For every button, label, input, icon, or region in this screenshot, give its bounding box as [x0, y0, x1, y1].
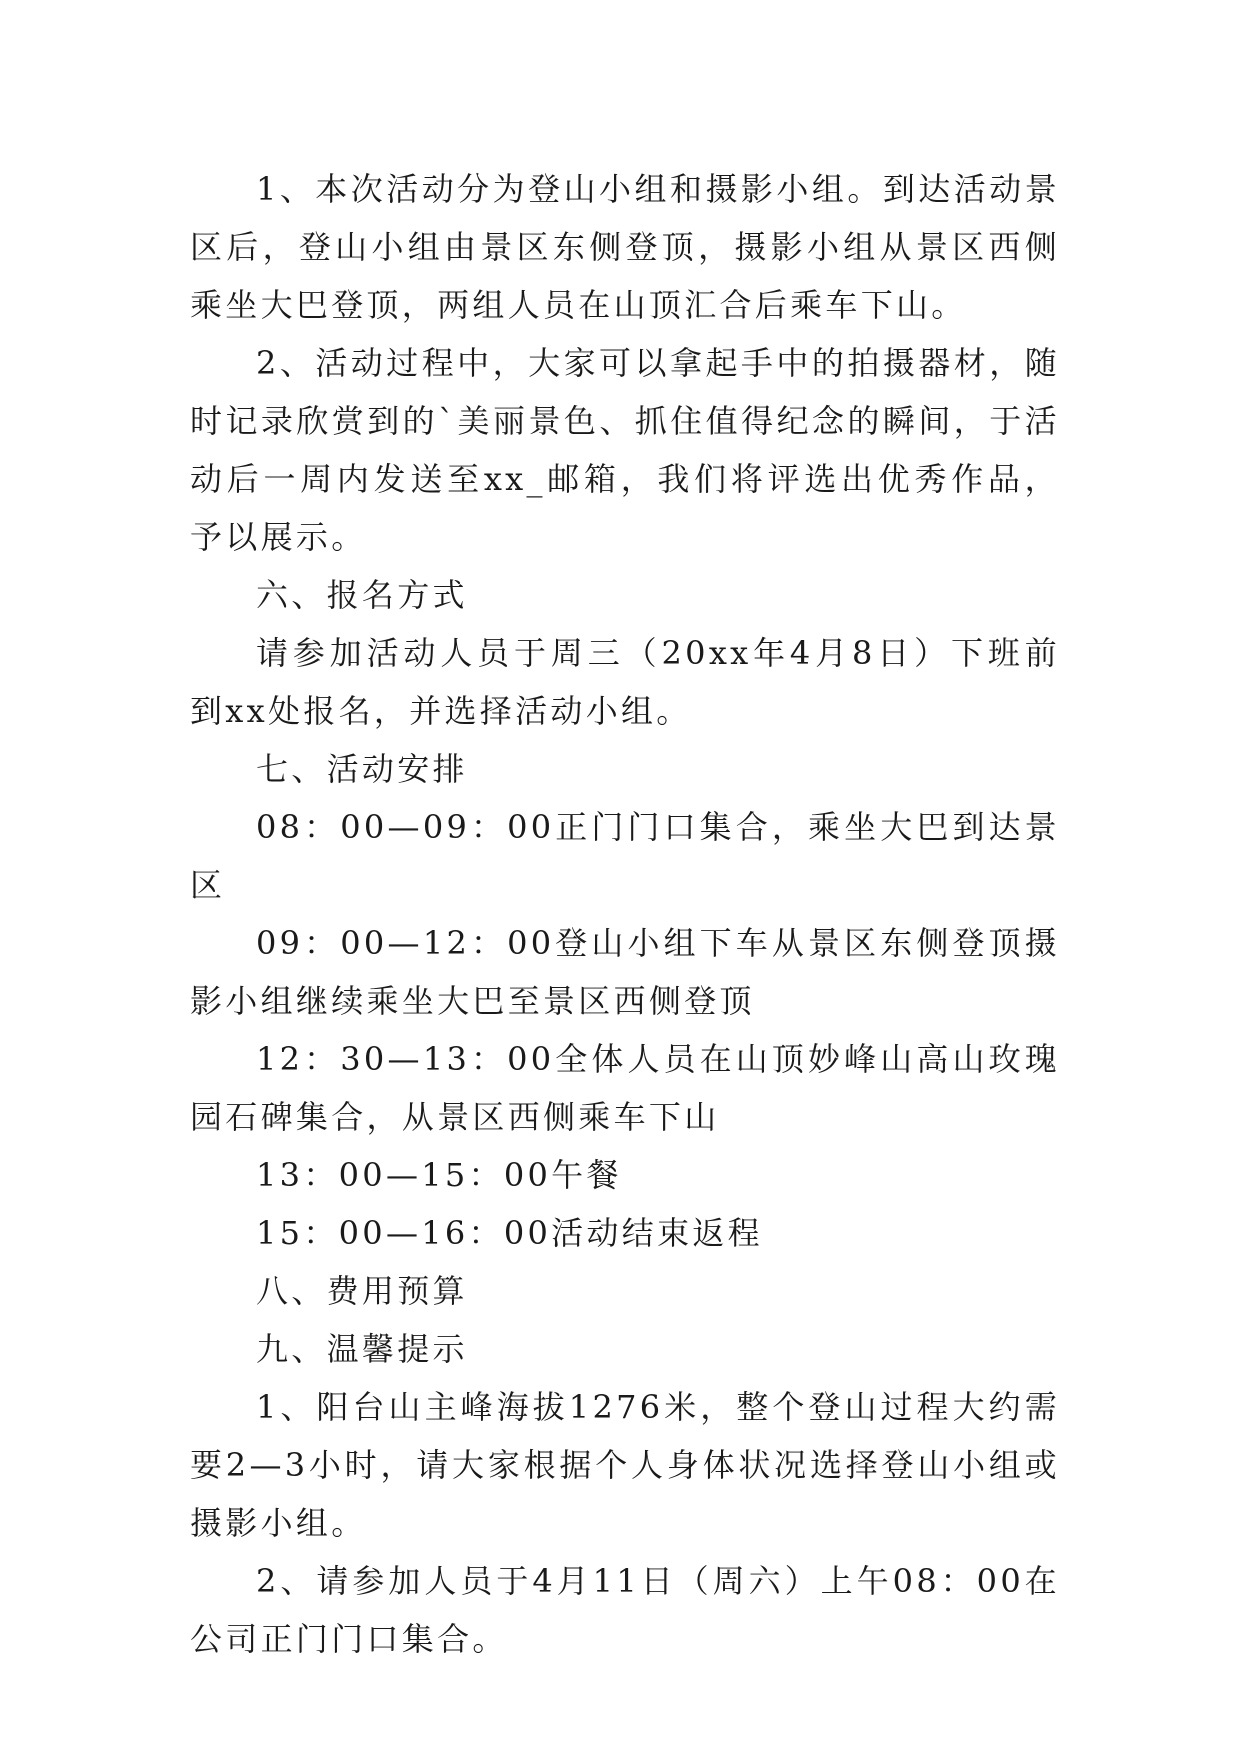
schedule-item-3: 12：30—13：00全体人员在山顶妙峰山高山玫瑰园石碑集合，从景区西侧乘车下山 [190, 1040, 1060, 1136]
schedule-item-1: 08：00—09：00正门门口集合，乘坐大巴到达景区 [190, 808, 1060, 904]
tip-item-2: 2、请参加人员于4月11日（周六）上午08：00在公司正门门口集合。 [190, 1562, 1060, 1658]
document-page [190, 160, 1060, 1668]
schedule-item-4: 13：00—15：00午餐 [256, 1156, 622, 1194]
paragraph-photo-submission: 2、活动过程中，大家可以拿起手中的拍摄器材，随时记录欣赏到的`美丽景色、抓住值得纪念的瞬间，于活动后一周内发送至xx_邮箱，我们将评选出优秀作品，予以展示。 [190, 344, 1060, 556]
heading-schedule: 七、活动安排 [256, 750, 468, 788]
tip-item-1: 1、阳台山主峰海拔1276米，整个登山过程大约需要2—3小时，请大家根据个人身体状况选择登山小组或摄影小组。 [190, 1388, 1060, 1542]
paragraph-activity-groups: 1、本次活动分为登山小组和摄影小组。到达活动景区后，登山小组由景区东侧登顶，摄影小组从景区西侧乘坐大巴登顶，两组人员在山顶汇合后乘车下山。 [190, 170, 1060, 324]
schedule-item-2: 09：00—12：00登山小组下车从景区东侧登顶摄影小组继续乘坐大巴至景区西侧登顶 [190, 924, 1060, 1020]
heading-budget: 八、费用预算 [256, 1272, 468, 1310]
schedule-item-5: 15：00—16：00活动结束返程 [256, 1214, 763, 1252]
heading-tips: 九、温馨提示 [256, 1330, 468, 1368]
paragraph-registration: 请参加活动人员于周三（20xx年4月8日）下班前到xx处报名，并选择活动小组。 [190, 634, 1060, 730]
heading-registration: 六、报名方式 [256, 576, 468, 614]
